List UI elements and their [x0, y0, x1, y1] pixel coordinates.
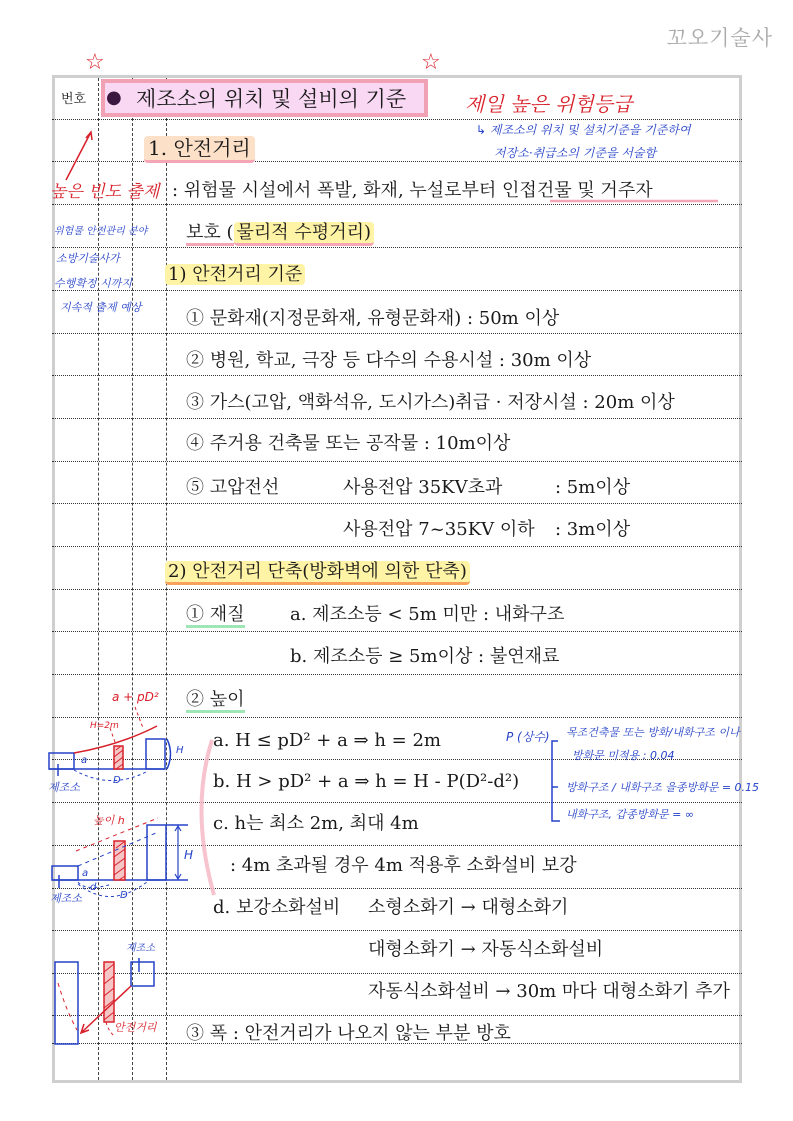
criteria-item-3: ③ 가스(고압, 액화석유, 도시가스)취급 · 저장시설 : 20m 이상 — [186, 392, 675, 413]
subsection-1-heading: 1) 안전거리 기준 — [165, 264, 305, 286]
height-rule-d-2: 대형소화기 → 자동식소화설비 — [368, 939, 604, 960]
criteria-item-5-cond-1: 사용전압 35KV초과 — [343, 477, 503, 498]
diagram-1-formula: a + pD² — [112, 690, 159, 704]
diagram-3-arrow-label: 안전거리 — [114, 1021, 157, 1034]
criteria-item-1: ① 문화재(지정문화재, 유형문화재) : 50m 이상 — [186, 308, 560, 329]
height-label: ② 높이 — [186, 689, 245, 711]
height-rule-d-3: 자동식소화설비 → 30m 마다 대형소화기 추가 — [368, 981, 730, 1002]
star-icon: ☆ — [421, 50, 441, 75]
p-const-1: 목조건축물 또는 방화/내화구조 이나 — [566, 726, 740, 739]
height-rule-d-1: 소형소화기 → 대형소화기 — [368, 897, 569, 918]
criteria-item-2: ② 병원, 학교, 극장 등 다수의 수용시설 : 30m 이상 — [186, 350, 592, 371]
material-b: b. 제조소등 ≥ 5m이상 : 불연재료 — [290, 646, 560, 667]
material-a: a. 제조소등 < 5m 미만 : 내화구조 — [290, 604, 565, 625]
margin-note-2: 소방기술사가 — [56, 252, 120, 265]
diagram-2-h: 높이 h — [93, 814, 125, 827]
section-heading: 1. 안전거리 — [144, 136, 255, 160]
p-const-1b: 방화문 미적용 : 0.04 — [572, 749, 675, 762]
definition-line-2: 보호 ( 물리적 수평거리) — [186, 222, 374, 244]
p-const-label: P (상수) — [506, 730, 550, 744]
diagram-2-H: H — [184, 848, 194, 862]
frequency-note: 높은 빈도 출제 — [50, 182, 160, 202]
brand-watermark: 꼬오기술사 — [666, 26, 773, 50]
diagram-2-a: a — [82, 868, 89, 879]
criteria-item-5-cond-2: 사용전압 7~35KV 이하 — [343, 519, 535, 540]
p-const-3: 내화구조, 갑종방화문 = ∞ — [566, 808, 694, 821]
material-label: ① 재질 — [186, 604, 245, 626]
diagram-1-label: 제조소 — [48, 781, 80, 794]
p-const-2: 방화구조 / 내화구조 을종방화문 = 0.15 — [566, 781, 760, 794]
criteria-item-4: ④ 주거용 건축물 또는 공작물 : 10m이상 — [186, 433, 511, 454]
diagram-3-label: 제조소 — [126, 943, 155, 954]
number-label: 번호 — [61, 92, 87, 107]
diagram-2-label: 제조소 — [50, 892, 82, 905]
height-rule-c-note: : 4m 초과될 경우 4m 적용후 소화설비 보강 — [230, 855, 577, 876]
criteria-item-5-label: ⑤ 고압전선 — [186, 477, 280, 498]
bullet-icon: ● — [106, 87, 122, 108]
diagram-1-h: H=2m — [90, 721, 119, 731]
criteria-item-5-val-2: : 3m이상 — [555, 519, 631, 540]
title-subnote-2: 저장소·취급소의 기준을 서술함 — [494, 146, 657, 160]
title-note: 제일 높은 위험등급 — [465, 92, 633, 116]
diagram-2-d: d — [90, 882, 97, 893]
margin-note-3: 수행확정 시까지 — [54, 277, 132, 290]
height-rule-b: b. H > pD² + a ⇒ h = H - P(D²-d²) — [213, 771, 520, 792]
diagram-1-a: a — [81, 755, 88, 766]
height-rule-c: c. h는 최소 2m, 최대 4m — [213, 813, 419, 834]
subsection-2-heading: 2) 안전거리 단축(방화벽에 의한 단축) — [165, 561, 470, 583]
margin-note-4: 지속적 출제 예상 — [60, 301, 142, 314]
margin-note-1: 위험물 안전관리 분야 — [54, 226, 148, 237]
diagram-1-D: D — [113, 775, 121, 786]
criteria-item-5-val-1: : 5m이상 — [555, 477, 631, 498]
height-rule-d-label: d. 보강소화설비 — [213, 897, 341, 918]
diagram-2-D: D — [120, 890, 128, 901]
diagram-1-H: H — [176, 745, 184, 756]
star-icon: ☆ — [85, 50, 105, 75]
width-rule: ③ 폭 : 안전거리가 나오지 않는 부분 방호 — [186, 1023, 511, 1044]
title-subnote-1: ↳ 제조소의 위치 및 설치기준을 기준하여 — [476, 123, 691, 137]
definition-line-1: : 위험물 시설에서 폭발, 화재, 누설로부터 인접건물 및 거주자 — [172, 180, 653, 201]
page-title: 제조소의 위치 및 설비의 기준 — [136, 87, 407, 111]
height-rule-a: a. H ≤ pD² + a ⇒ h = 2m — [213, 730, 441, 751]
